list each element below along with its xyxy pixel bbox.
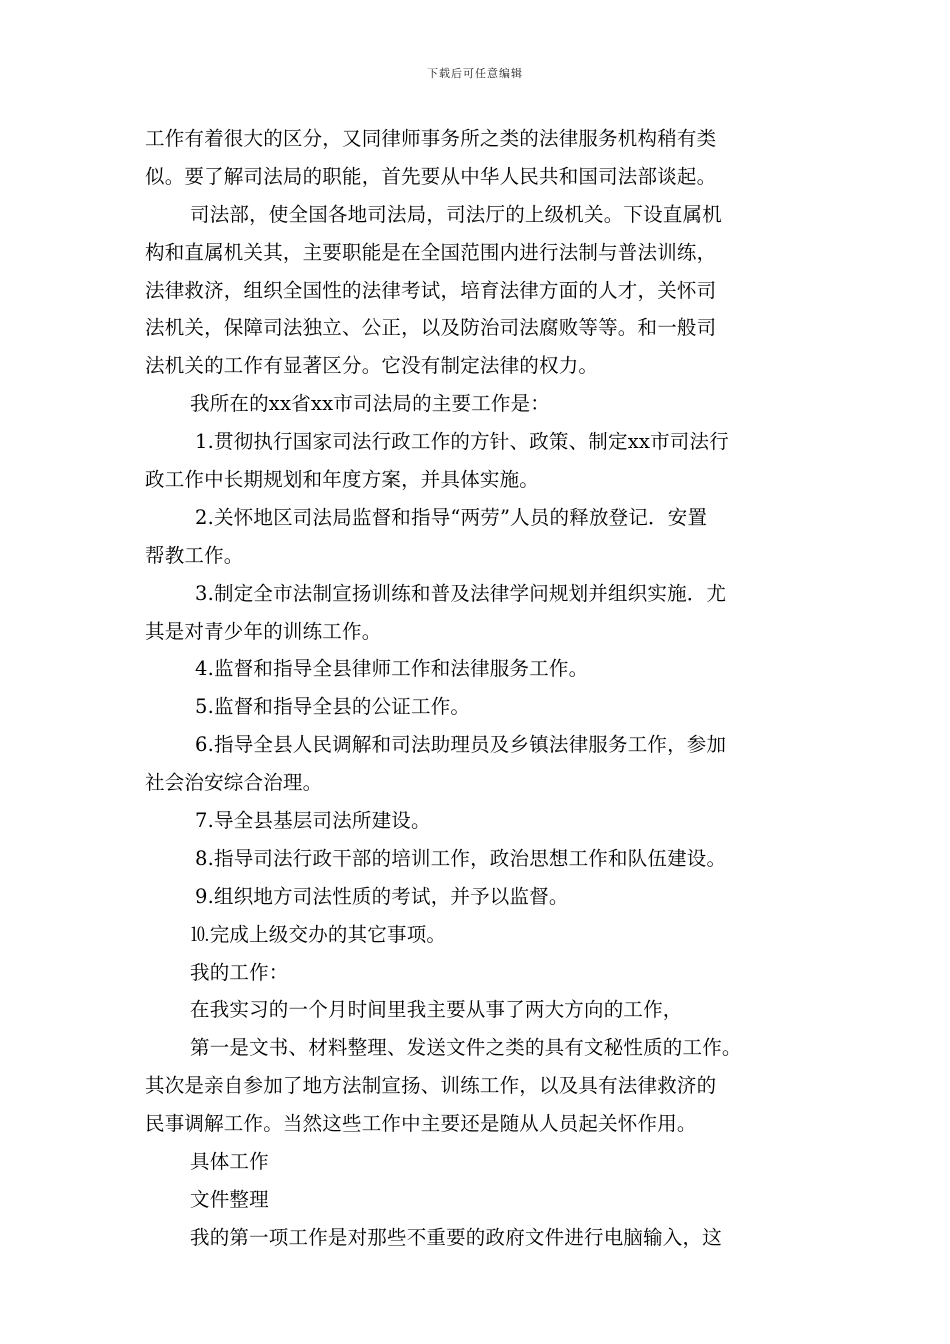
- text-line: 3.制定全市法制宣扬训练和普及法律学问规划并组织实施．尤: [195, 581, 727, 605]
- text-line: 在我实习的一个月时间里我主要从事了两大方向的工作，: [190, 998, 683, 1022]
- text-line: 2.关怀地区司法局监督和指导“两劳”人员的释放登记．安置: [195, 505, 708, 529]
- text-line: 司法部，使全国各地司法局，司法厅的上级机关。下设直属机: [190, 202, 722, 226]
- text-line: ⒑完成上级交办的其它事项。: [190, 922, 447, 946]
- text-line: 我所在的xx省xx市司法局的主要工作是：: [190, 392, 550, 416]
- text-line: 9.组织地方司法性质的考试，并予以监督。: [195, 884, 569, 908]
- text-line: 其是对青少年的训练工作。: [145, 619, 382, 643]
- text-line: 具体工作: [190, 1150, 269, 1174]
- text-line: 帮教工作。: [145, 543, 244, 567]
- text-line: 我的工作：: [190, 960, 289, 984]
- page-header: 下载后可任意编辑: [427, 67, 523, 80]
- text-line: 8.指导司法行政干部的培训工作，政治思想工作和队伍建设。: [195, 846, 727, 870]
- text-line: 法律救济，组织全国性的法律考试，培育法律方面的人才，关怀司: [145, 278, 717, 302]
- text-line: 社会治安综合治理。: [145, 771, 323, 795]
- text-line: 4.监督和指导全县律师工作和法律服务工作。: [195, 657, 589, 681]
- document-body: [145, 120, 810, 1257]
- text-line: 其次是亲自参加了地方法制宣扬、训练工作，以及具有法律救济的: [145, 1074, 717, 1098]
- text-line: 1.贯彻执行国家司法行政工作的方针、政策、制定xx市司法行: [195, 430, 729, 454]
- text-line: 政工作中长期规划和年度方案，并具体实施。: [145, 468, 540, 492]
- text-line: 工作有着很大的区分，又同律师事务所之类的法律服务机构稍有类: [145, 127, 717, 150]
- text-line: 民事调解工作。当然这些工作中主要还是随从人员起关怀作用。: [145, 1112, 697, 1136]
- text-line: 法机关的工作有显著区分。它没有制定法律的权力。: [145, 354, 599, 378]
- text-line: 7.导全县基层司法所建设。: [195, 809, 431, 833]
- text-line: 法机关，保障司法独立、公正，以及防治司法腐败等等。和一般司: [145, 316, 717, 340]
- text-line: 构和直属机关其，主要职能是在全国范围内进行法制与普法训练，: [145, 240, 717, 264]
- text-line: 文件整理: [190, 1187, 269, 1211]
- text-line: 我的第一项工作是对那些不重要的政府文件进行电脑输入，这: [190, 1225, 722, 1249]
- text-line: 6.指导全县人民调解和司法助理员及乡镇法律服务工作，参加: [195, 733, 727, 757]
- text-line: 第一是文书、材料整理、发送文件之类的具有文秘性质的工作。: [190, 1036, 742, 1060]
- text-line: 似。要了解司法局的职能，首先要从中华人民共和国司法部谈起。: [145, 164, 717, 188]
- text-line: 5.监督和指导全县的公证工作。: [195, 695, 471, 719]
